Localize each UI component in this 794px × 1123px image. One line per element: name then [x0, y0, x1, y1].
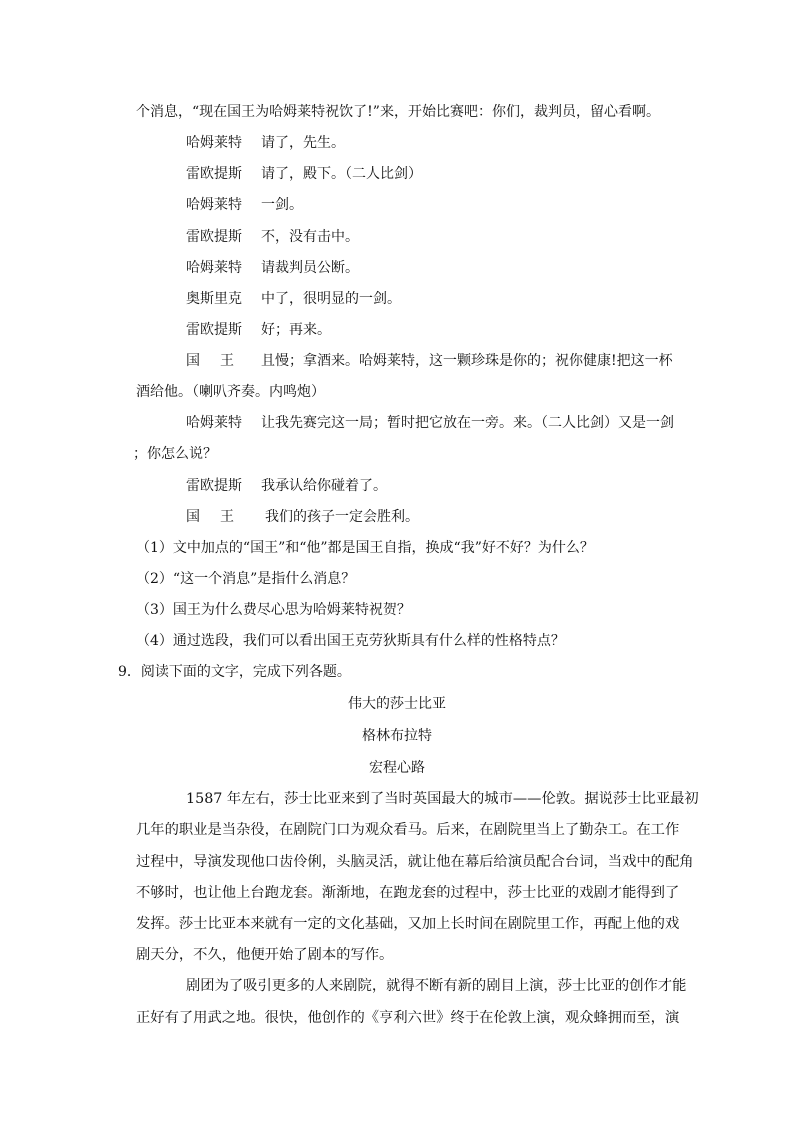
paragraph-line: 发挥。莎士比亚本来就有一定的文化基础，又加上长时间在剧院里工作，再配上他的戏: [136, 916, 680, 932]
speech: 且慢；拿酒来。哈姆莱特，这一颗珍珠是你的；祝你健康!把这一杯: [261, 353, 673, 369]
speaker: 哈姆莱特: [186, 135, 242, 151]
question-1: （1）文中加点的“国王”和“他”都是国王自指，换成“我”好不好？为什么？: [136, 540, 594, 556]
question-9-heading: 9．阅读下面的文字，完成下列各题。: [118, 664, 351, 680]
question-2: （2）“这一个消息”是指什么消息？: [136, 571, 356, 587]
question-3: （3）国王为什么费尽心思为哈姆莱特祝贺？: [136, 602, 411, 618]
speaker: 哈姆莱特: [186, 415, 242, 431]
speaker: 哈姆莱特: [186, 197, 242, 213]
dialogue-line: [186, 507, 419, 527]
article-title: 伟大的莎士比亚: [348, 696, 446, 712]
speaker: 国王: [186, 353, 254, 369]
speech: 请了，殿下。（二人比剑）: [261, 166, 422, 182]
dialogue-line: [186, 289, 401, 309]
question-4: （4）通过选段，我们可以看出国王克劳狄斯具有什么样的性格特点？: [136, 633, 565, 649]
paragraph-line: 几年的职业是当杂役，在剧院门口为观众看马。后来，在剧院里当上了勤杂工。在工作: [136, 822, 680, 838]
article-source: 宏程心路: [369, 760, 425, 776]
speaker: 雷欧提斯: [186, 166, 242, 182]
dialogue-line: [186, 320, 331, 340]
speaker: 哈姆莱特: [186, 260, 242, 276]
article-author: 格林布拉特: [362, 728, 432, 744]
speech: 让我先赛完这一局；暂时把它放在一旁。来。（二人比剑）又是一剑: [261, 415, 674, 431]
speech: 我们的孩子一定会胜利。: [265, 509, 419, 525]
speaker: 雷欧提斯: [186, 229, 242, 245]
dialogue-line: [186, 413, 674, 433]
dialogue-line: [186, 164, 422, 184]
dialogue-line: [186, 227, 359, 247]
dialogue-line: [186, 133, 345, 153]
paragraph-line: 过程中，导演发现他口齿伶俐，头脑灵活，就让他在幕后给演员配合台词，当戏中的配角: [136, 854, 694, 870]
speech: 中了，很明显的一剑。: [261, 291, 401, 307]
paragraph-line: 剧团为了吸引更多的人来剧院，就得不断有新的剧目上演，莎士比亚的创作才能: [186, 978, 687, 994]
speech: 请了，先生。: [261, 135, 345, 151]
speech-continuation: ；你怎么说？: [133, 446, 217, 462]
speech: 不，没有击中。: [261, 229, 359, 245]
speech-continuation: 酒给他。（喇叭齐奏。内鸣炮）: [136, 384, 325, 400]
speaker: 雷欧提斯: [186, 478, 242, 494]
speech: 请裁判员公断。: [261, 260, 359, 276]
paragraph-line: 剧天分，不久，他便开始了剧本的写作。: [136, 947, 394, 963]
speaker: 奥斯里克: [186, 291, 242, 307]
speech: 一剑。: [261, 197, 303, 213]
dialogue-continuation: 个消息，“现在国王为哈姆莱特祝饮了!”来，开始比赛吧：你们，裁判员，留心看啊。: [136, 104, 660, 120]
dialogue-line: [186, 195, 303, 215]
dialogue-line: [186, 476, 387, 496]
dialogue-line: [186, 351, 673, 371]
speech: 我承认给你碰着了。: [261, 478, 387, 494]
paragraph-line: 不够时，也让他上台跑龙套。渐渐地，在跑龙套的过程中，莎士比亚的戏剧才能得到了: [136, 885, 680, 901]
speech: 好；再来。: [261, 322, 331, 338]
paragraph-line: 1587 年左右，莎士比亚来到了当时英国最大的城市——伦敦。据说莎士比亚最初: [186, 791, 699, 807]
speaker: 雷欧提斯: [186, 322, 242, 338]
paragraph-line: 正好有了用武之地。很快，他创作的《亨利六世》终于在伦敦上演，观众蜂拥而至，演: [136, 1010, 680, 1026]
dialogue-line: [186, 258, 359, 278]
speaker: 国王: [186, 509, 254, 525]
